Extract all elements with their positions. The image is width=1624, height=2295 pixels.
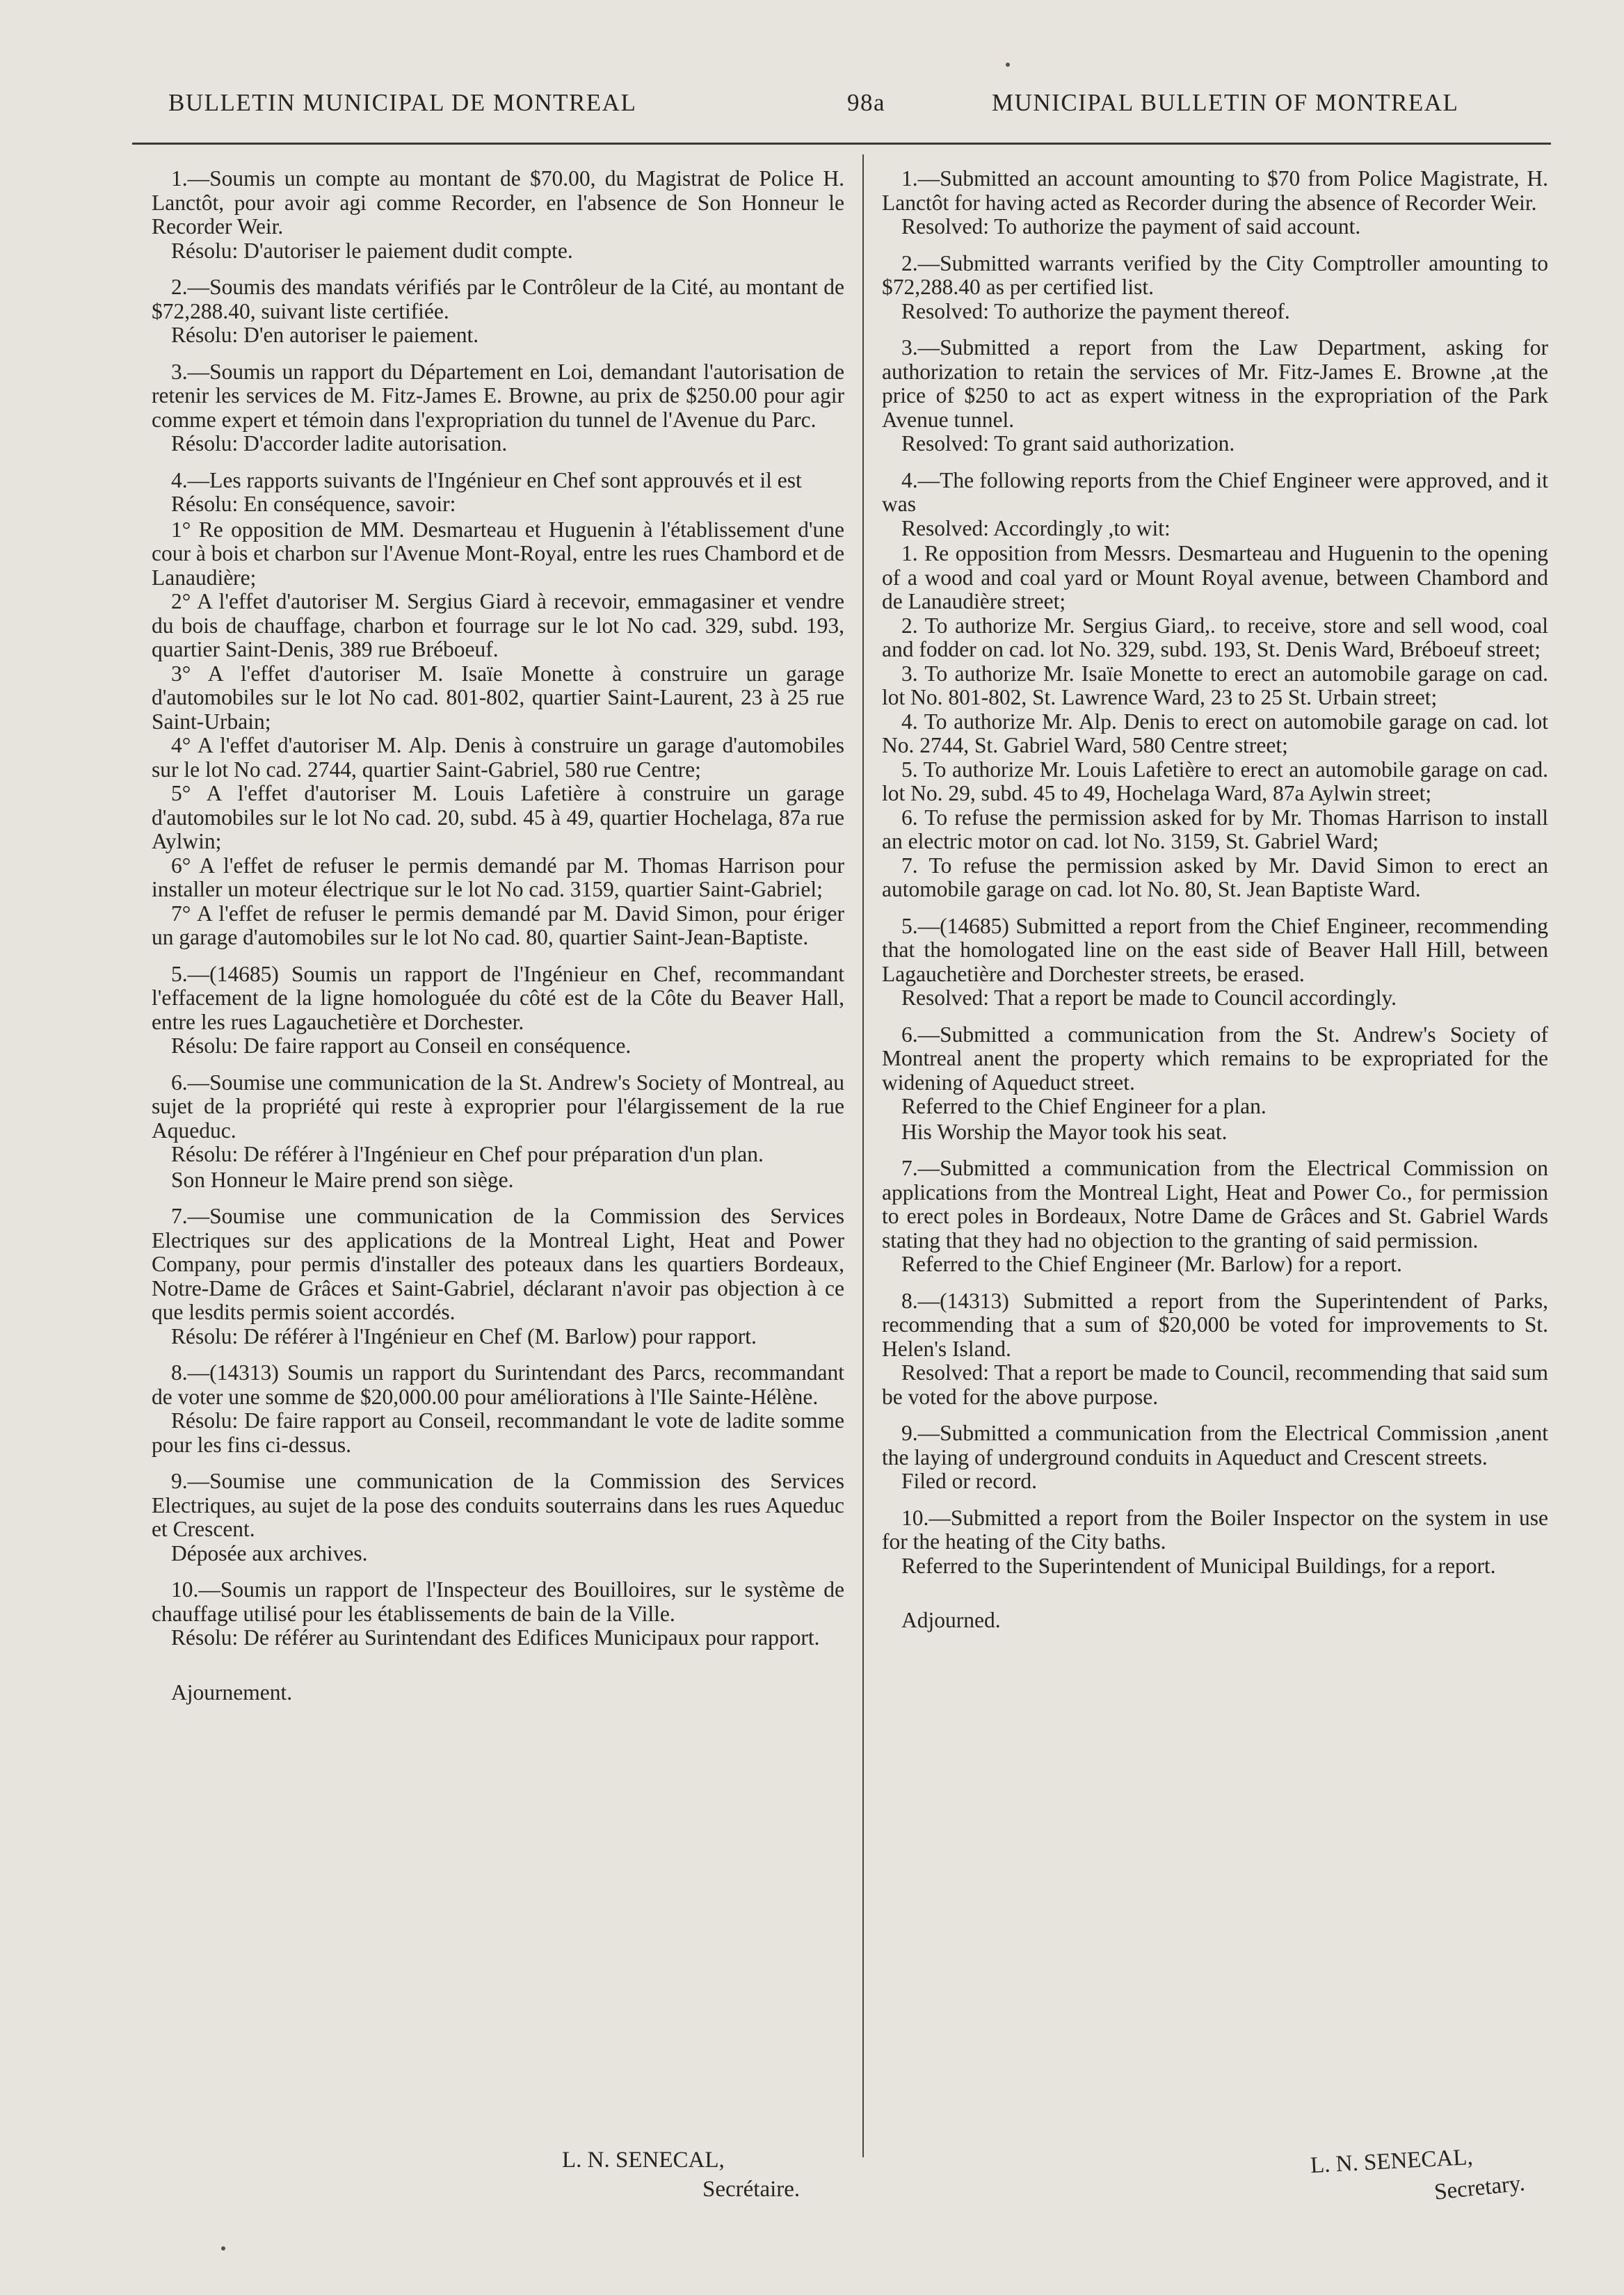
fr-resolution-3: Résolu: D'accorder ladite autorisation. xyxy=(171,431,508,456)
fr-signature-name: L. N. SENECAL, xyxy=(562,2148,725,2173)
en-resolution-8: Resolved: That a report be made to Council, recommending that said sum be voted for the above purpose. xyxy=(882,1360,1548,1409)
fr-item-8: 8.—(14313) Soumis un rapport du Surintendant des Parcs, recommandant de voter une somme de $20,000.00 pour améliorations à l'Ile Sainte-Hélène. xyxy=(152,1360,844,1409)
fr-item-6: 6.—Soumise une communication de la St. Andrew's Society of Montreal, au sujet de la propriété qui reste à exproprier pour l'élargissement de la rue Aqueduc. xyxy=(152,1070,844,1143)
en-item-10: 10.—Submitted a report from the Boiler Inspector on the system in use for the heating of the City baths. xyxy=(882,1505,1548,1554)
en-subitem-7: 7. To refuse the permission asked by Mr. David Simon to erect an automobile garage on cad. lot No. 80, St. Jean Baptiste Ward. xyxy=(882,853,1548,901)
fr-mayor-note: Son Honneur le Maire prend son siège. xyxy=(171,1167,514,1192)
en-resolution-10: Referred to the Superintendent of Municipal Buildings, for a report. xyxy=(901,1553,1496,1578)
en-resolution-4: Resolved: Accordingly ,to wit: xyxy=(901,515,1171,540)
fr-item-3: 3.—Soumis un rapport du Département en Loi, demandant l'autorisation de retenir les services de M. Fitz-James E. Browne, au prix de $250.00 pour agir comme expert et témoin dans l'expropriation du tunnel de l'Avenue du Parc. xyxy=(152,359,844,432)
en-signature-title: Secretary. xyxy=(1433,2171,1527,2205)
english-column xyxy=(882,167,1548,1633)
print-speck xyxy=(1006,63,1010,67)
en-item-5: 5.—(14685) Submitted a report from the Chief Engineer, recommending that the homologated line on the east side of Beaver Hall Hill, between Lagauchetière and Dorchester streets, be erased. xyxy=(882,913,1548,986)
fr-adjournment: Ajournement. xyxy=(171,1680,293,1705)
en-subitem-6: 6. To refuse the permission asked for by Mr. Thomas Harrison to install an electric motor on cad. lot No. 3159, St. Gabriel Ward; xyxy=(882,805,1548,853)
fr-subitem-3: 3° A l'effet d'autoriser M. Isaïe Monette à construire un garage d'automobiles sur le lot No cad. 801-802, quartier Saint-Laurent, 23 à 25 rue Saint-Urbain; xyxy=(152,661,844,734)
fr-subitem-1: 1° Re opposition de MM. Desmarteau et Huguenin à l'établissement d'une cour à bois et charbon sur l'Avenue Mont-Royal, entre les rues Chambord et de Lanaudière; xyxy=(152,517,844,590)
french-column xyxy=(152,167,844,1705)
fr-subitem-2: 2° A l'effet d'autoriser M. Sergius Giard à recevoir, emmagasiner et vendre du bois de chauffage, charbon et fourrage sur le lot No cad. 329, subd. 193, quartier Saint-Denis, 389 rue Bréboeuf. xyxy=(152,589,844,661)
fr-resolution-2: Résolu: D'en autoriser le paiement. xyxy=(171,323,479,347)
fr-resolution-5: Résolu: De faire rapport au Conseil en conséquence. xyxy=(171,1033,632,1058)
fr-resolution-1: Résolu: D'autoriser le paiement dudit compte. xyxy=(171,238,573,263)
print-speck xyxy=(221,2246,225,2250)
fr-subitem-6: 6° A l'effet de refuser le permis demandé par M. Thomas Harrison pour installer un moteur électrique sur le lot No cad. 3159, quartier Saint-Gabriel; xyxy=(152,853,844,901)
en-mayor-note: His Worship the Mayor took his seat. xyxy=(901,1119,1228,1144)
fr-subitem-4: 4° A l'effet d'autoriser M. Alp. Denis à construire un garage d'automobiles sur le lot No cad. 2744, quartier Saint-Gabriel, 580 rue Centre; xyxy=(152,733,844,782)
en-subitem-2: 2. To authorize Mr. Sergius Giard,. to receive, store and sell wood, coal and fodder on cad. lot No. 329, subd. 193, St. Denis Ward, Bréboeuf street; xyxy=(882,613,1548,661)
en-item-2: 2.—Submitted warrants verified by the City Comptroller amounting to $72,288.40 as per certified list. xyxy=(882,250,1548,299)
header-rule xyxy=(132,143,1551,145)
en-subitem-3: 3. To authorize Mr. Isaïe Monette to erect an automobile garage on cad. lot No. 801-802, St. Lawrence Ward, 23 to 25 St. Urbain street; xyxy=(882,661,1548,709)
fr-resolution-8: Résolu: De faire rapport au Conseil, recommandant le vote de ladite somme pour les fins ci-dessus. xyxy=(152,1408,844,1457)
en-resolution-6: Referred to the Chief Engineer for a plan. xyxy=(901,1094,1267,1118)
en-item-6: 6.—Submitted a communication from the St. Andrew's Society of Montreal anent the property which remains to be expropriated for the widening of Aqueduct street. xyxy=(882,1022,1548,1095)
en-signature-name: L. N. SENECAL, xyxy=(1310,2144,1474,2179)
fr-item-5: 5.—(14685) Soumis un rapport de l'Ingénieur en Chef, recommandant l'effacement de la ligne homologuée du côté est de la Côte du Beaver Hall, entre les rues Lagauchetière et Dorchester. xyxy=(152,961,844,1034)
fr-resolution-4: Résolu: En conséquence, savoir: xyxy=(171,492,456,516)
en-item-4: 4.—The following reports from the Chief Engineer were approved, and it was xyxy=(882,467,1548,516)
en-item-9: 9.—Submitted a communication from the Electrical Commission ,anent the laying of underground conduits in Aqueduct and Crescent streets. xyxy=(882,1421,1548,1469)
fr-item-9: 9.—Soumise une communication de la Commission des Services Electriques, au sujet de la pose des conduits souterrains dans les rues Aqueduc et Crescent. xyxy=(152,1469,844,1541)
fr-item-4: 4.—Les rapports suivants de l'Ingénieur en Chef sont approuvés et il est xyxy=(171,467,802,492)
fr-resolution-10: Résolu: De référer au Surintendant des Edifices Municipaux pour rapport. xyxy=(171,1625,820,1650)
page-number: 98a xyxy=(847,89,886,116)
en-resolution-9: Filed or record. xyxy=(901,1469,1038,1493)
en-item-7: 7.—Submitted a communication from the Electrical Commission on applications from the Montreal Light, Heat and Power Co., for permission to erect poles in Bordeaux, Notre Dame de Grâces and St. Gabriel Wards stating that they had no objection to the granting of said permission. xyxy=(882,1156,1548,1253)
en-item-3: 3.—Submitted a report from the Law Department, asking for authorization to retain the services of Mr. Fitz-James E. Browne ,at the price of $250 to act as expert witness in the expropriation of the Park Avenue tunnel. xyxy=(882,335,1548,432)
en-item-8: 8.—(14313) Submitted a report from the Superintendent of Parks, recommending that a sum of $20,000 be voted for improvements to St. Helen's Island. xyxy=(882,1288,1548,1361)
fr-subitem-5: 5° A l'effet d'autoriser M. Louis Lafetière à construire un garage d'automobiles sur le lot No cad. 20, subd. 45 à 49, quartier Hochelaga, 87a rue Aylwin; xyxy=(152,781,844,853)
header-english-title: MUNICIPAL BULLETIN OF MONTREAL xyxy=(992,89,1459,116)
fr-signature-title: Secrétaire. xyxy=(702,2177,801,2202)
fr-item-1: 1.—Soumis un compte au montant de $70.00, du Magistrat de Police H. Lanctôt, pour avoir agi comme Recorder, en l'absence de Son Honneur le Recorder Weir. xyxy=(152,166,844,239)
en-adjournment: Adjourned. xyxy=(901,1608,1001,1632)
en-resolution-1: Resolved: To authorize the payment of said account. xyxy=(901,214,1361,239)
header-french-title: BULLETIN MUNICIPAL DE MONTREAL xyxy=(168,89,637,116)
fr-subitem-7: 7° A l'effet de refuser le permis demandé par M. David Simon, pour ériger un garage d'automobiles sur le lot No cad. 80, quartier Saint-Jean-Baptiste. xyxy=(152,901,844,949)
en-resolution-5: Resolved: That a report be made to Council accordingly. xyxy=(901,985,1397,1010)
fr-item-7: 7.—Soumise une communication de la Commission des Services Electriques sur des applications de la Montreal Light, Heat and Power Company, pour permis d'installer des poteaux dans les quartiers Bordeaux, Notre-Dame de Grâces et Saint-Gabriel, déclarant n'avoir pas objection à ce que lesdits permis soient accordés. xyxy=(152,1204,844,1324)
fr-resolution-9: Déposée aux archives. xyxy=(171,1540,368,1565)
en-resolution-7: Referred to the Chief Engineer (Mr. Barlow) for a report. xyxy=(901,1252,1402,1276)
column-divider xyxy=(862,154,864,2157)
en-subitem-1: 1. Re opposition from Messrs. Desmarteau and Huguenin to the opening of a wood and coal yard or Mount Royal avenue, between Chambord and de Lanaudière street; xyxy=(882,541,1548,613)
en-resolution-3: Resolved: To grant said authorization. xyxy=(901,431,1235,456)
fr-item-2: 2.—Soumis des mandats vérifiés par le Contrôleur de la Cité, au montant de $72,288.40, suivant liste certifiée. xyxy=(152,275,844,323)
en-resolution-2: Resolved: To authorize the payment thereof. xyxy=(901,298,1290,323)
en-item-1: 1.—Submitted an account amounting to $70 from Police Magistrate, H. Lanctôt for having acted as Recorder during the absence of Recorder Weir. xyxy=(882,166,1548,215)
en-subitem-5: 5. To authorize Mr. Louis Lafetière to erect an automobile garage on cad. lot No. 29, subd. 45 to 49, Hochelaga Ward, 87a Aylwin street; xyxy=(882,757,1548,805)
fr-resolution-6: Résolu: De référer à l'Ingénieur en Chef pour préparation d'un plan. xyxy=(171,1142,764,1166)
fr-item-10: 10.—Soumis un rapport de l'Inspecteur des Bouilloires, sur le système de chauffage utilisé pour les établissements de bain de la Ville. xyxy=(152,1577,844,1626)
en-subitem-4: 4. To authorize Mr. Alp. Denis to erect on automobile garage on cad. lot No. 2744, St. Gabriel Ward, 580 Centre street; xyxy=(882,709,1548,757)
fr-resolution-7: Résolu: De référer à l'Ingénieur en Chef (M. Barlow) pour rapport. xyxy=(171,1323,757,1348)
